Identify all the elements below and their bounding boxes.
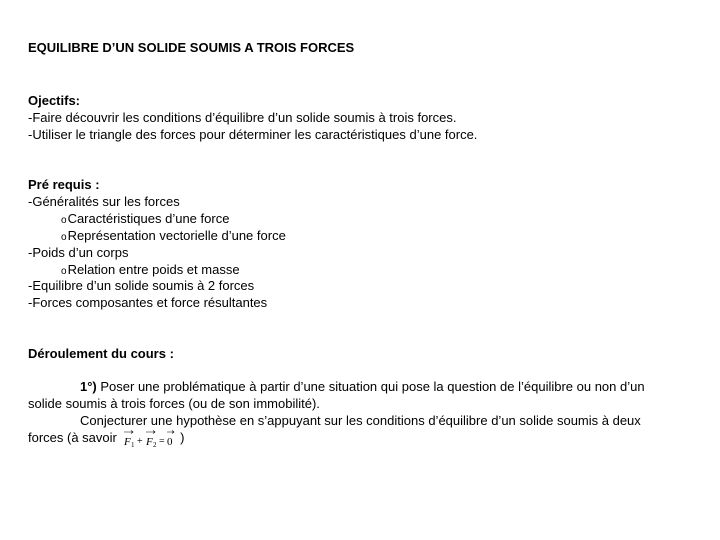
- formula-sub2: 2: [152, 441, 156, 449]
- prerequisite-item: -Généralités sur les forces: [28, 194, 180, 209]
- prerequisite-subitem: oCaractéristiques d’une force: [61, 211, 230, 226]
- course-step-1: 1°) Poser une problématique à partir d’une situation qui pose la question de l’équilibre ou non d’un: [80, 379, 645, 394]
- formula-equals: =: [158, 436, 165, 447]
- formula-plus: +: [136, 436, 143, 447]
- prerequisite-subitem: oRelation entre poids et masse: [61, 262, 240, 277]
- prerequisite-item: -Equilibre d’un solide soumis à 2 forces: [28, 278, 255, 293]
- document-title: EQUILIBRE D’UN SOLIDE SOUMIS A TROIS FORCES: [28, 40, 355, 55]
- vector-sum-formula: [121, 429, 177, 449]
- objectives-heading: Ojectifs:: [28, 93, 81, 108]
- course-step-1-formula-line: forces (à savoir F 1 + F 2 = 0 ): [28, 430, 185, 449]
- course-step-1-hypothesis: Conjecturer une hypothèse en s’appuyant sur les conditions d’équilibre d’un solide soumis à deux: [80, 413, 641, 428]
- bullet-circle-icon: o: [61, 266, 67, 277]
- vector-arrow-icon: [124, 431, 133, 434]
- prerequisite-item: -Poids d’un corps: [28, 245, 129, 260]
- prerequisite-subitem: oReprésentation vectorielle d’une force: [61, 228, 286, 243]
- course-step-1-continued: solide soumis à trois forces (ou de son immobilité).: [28, 396, 320, 411]
- vector-arrow-icon: [146, 431, 155, 434]
- prerequisite-item: -Forces composantes et force résultantes: [28, 295, 268, 310]
- formula-f2: F: [145, 436, 153, 448]
- course-heading: Déroulement du cours :: [28, 346, 174, 361]
- step-number: 1°): [80, 379, 97, 394]
- vector-formula-graphic: [121, 429, 177, 449]
- objective-item: -Utiliser le triangle des forces pour déterminer les caractéristiques d’une force.: [28, 127, 478, 142]
- formula-f1: F: [123, 436, 131, 448]
- vector-arrow-icon: [167, 431, 174, 434]
- objective-item: -Faire découvrir les conditions d’équilibre d’un solide soumis à trois forces.: [28, 110, 457, 125]
- formula-sub1: 1: [130, 441, 134, 449]
- bullet-circle-icon: o: [61, 215, 67, 226]
- formula-zero: 0: [166, 436, 172, 448]
- bullet-circle-icon: o: [61, 232, 67, 243]
- prerequisites-heading: Pré requis :: [28, 177, 100, 192]
